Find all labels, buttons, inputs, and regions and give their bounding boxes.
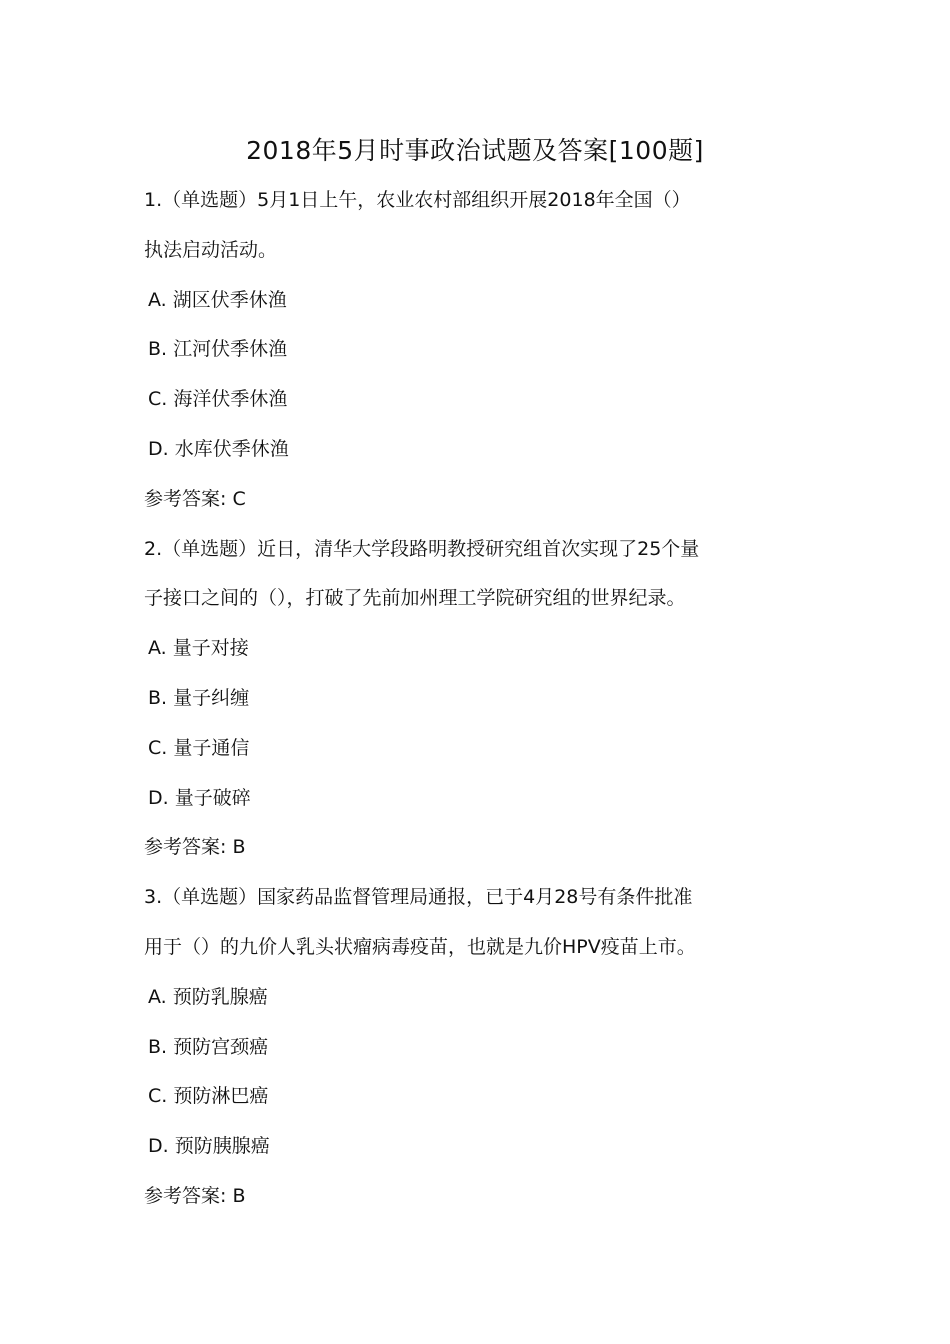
question-2-answer (144, 823, 814, 873)
question-2-option-a: A. 量子对接 (148, 637, 249, 660)
question-2 (144, 525, 814, 874)
answer-prefix: 参考答案: (144, 487, 233, 510)
question-3-option-b: B. 预防宫颈癌 (148, 1035, 269, 1058)
question-1-stem-line-2: 执法启动活动。 (144, 238, 278, 261)
question-3-stem-line-1: 3.（单选题）国家药品监督管理局通报，已于4月28号有条件批准 (144, 886, 693, 909)
question-2-option-d: D. 量子破碎 (148, 786, 251, 809)
question-2-stem-line-1: 2.（单选题）近日，清华大学段路明教授研究组首次实现了25个量 (144, 537, 700, 560)
question-3-stem-line-2: 用于（）的九价人乳头状瘤病毒疫苗，也就是九价HPV疫苗上市。 (144, 935, 696, 958)
answer-value: C (232, 487, 246, 510)
question-1-answer (144, 475, 814, 525)
question-2-option-b: B. 量子纠缠 (148, 686, 250, 709)
answer-prefix: 参考答案: (144, 836, 233, 859)
question-1-stem-line-1: 1.（单选题）5月1日上午，农业农村部组织开展2018年全国（） (144, 189, 691, 211)
question-1-option-b: B. 江河伏季休渔 (148, 338, 288, 361)
question-2-stem-line-2: 子接口之间的（），打破了先前加州理工学院研究组的世界纪录。 (144, 587, 686, 610)
document-body (144, 176, 814, 1222)
question-1-option-d: D. 水库伏季休渔 (148, 437, 289, 460)
question-1-option-a: A. 湖区伏季休渔 (148, 288, 287, 311)
document-title: 2018年5月时事政治试题及答案[100题] (246, 136, 704, 165)
question-3 (144, 873, 814, 1222)
question-1-option-c: C. 海洋伏季休渔 (148, 388, 288, 411)
question-3-option-d: D. 预防胰腺癌 (148, 1135, 270, 1158)
question-1 (144, 176, 814, 525)
answer-prefix: 参考答案: (144, 1184, 233, 1207)
question-3-answer (144, 1172, 814, 1222)
question-2-option-c: C. 量子通信 (148, 736, 250, 759)
question-3-option-a: A. 预防乳腺癌 (148, 985, 268, 1008)
question-3-option-c: C. 预防淋巴癌 (148, 1085, 269, 1108)
answer-value: B (232, 1184, 246, 1207)
answer-value: B (232, 836, 246, 859)
